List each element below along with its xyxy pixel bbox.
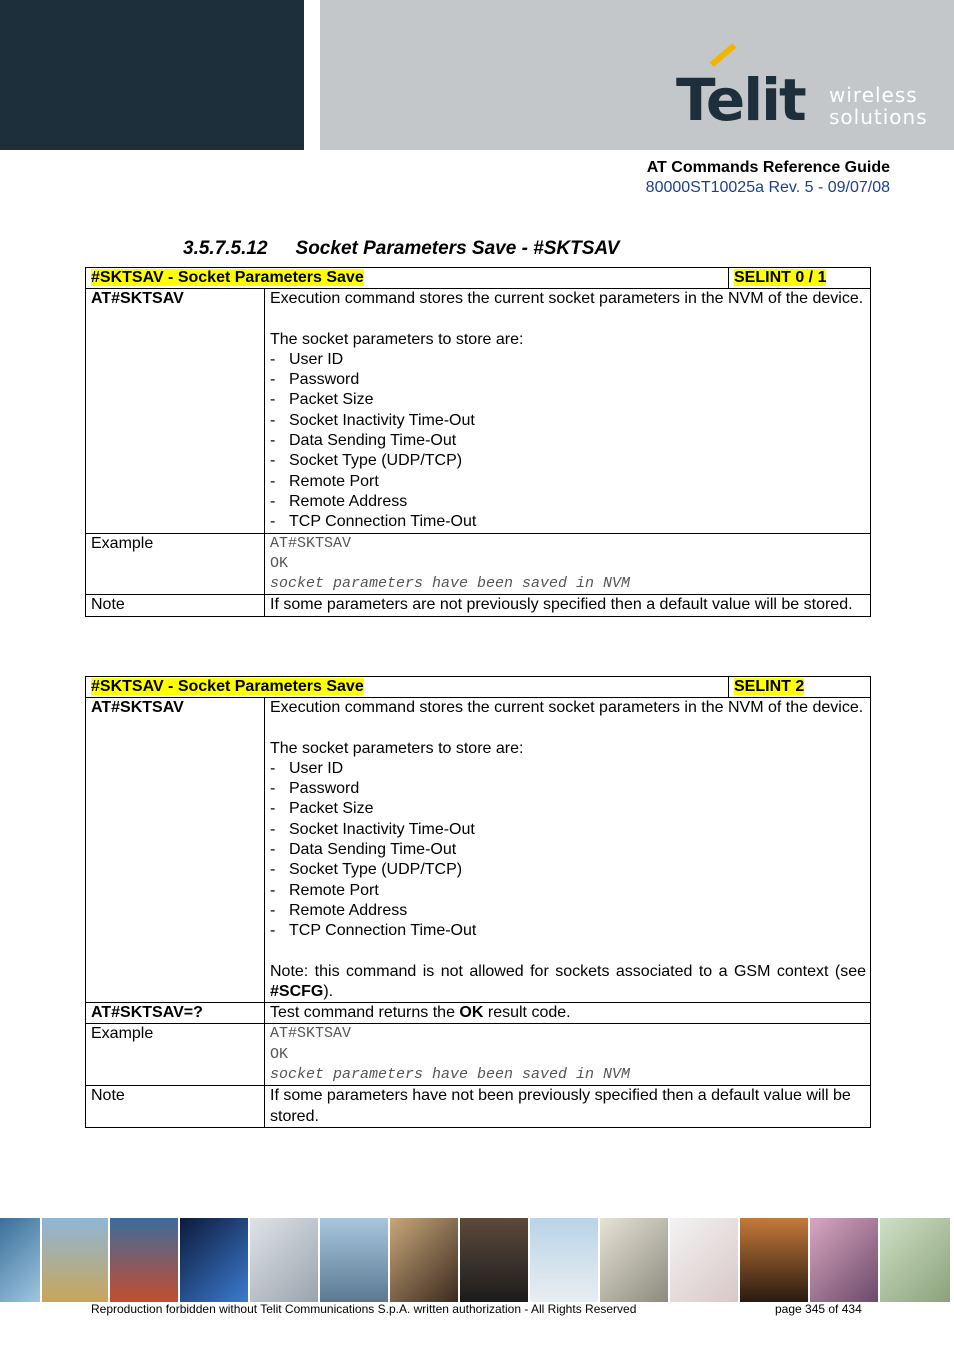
table-title: #SKTSAV - Socket Parameters Save bbox=[91, 678, 364, 695]
table-header-row bbox=[86, 677, 871, 698]
list-item: - Password bbox=[270, 780, 360, 798]
list-item: - Packet Size bbox=[270, 800, 374, 818]
footer-photo bbox=[670, 1218, 738, 1302]
example-label: Example bbox=[86, 533, 265, 595]
table-row bbox=[86, 595, 871, 616]
example-code: AT#SKTSAV OK socket parameters have been saved in NVM bbox=[265, 1024, 871, 1086]
list-item: - Remote Address bbox=[270, 901, 408, 919]
note-label: Note bbox=[86, 1086, 265, 1128]
param-list bbox=[270, 350, 866, 533]
command-description: Execution command stores the current socket parameters in the NVM of the device. The socket parameters to store are: - User ID - Password - Packet Size - Socket Inactivity Time-Out - Data Sending Time-Out - Socket Type (UDP/TCP) - Remote Port - Remote Address - TCP Connection Time-Out Note: this command is not allowed for sockets associated to a GSM context (see #SCFG). bbox=[265, 698, 871, 1003]
footer-photo bbox=[320, 1218, 388, 1302]
footer-photo bbox=[530, 1218, 598, 1302]
footer-photo bbox=[42, 1218, 108, 1302]
table-row bbox=[86, 1003, 871, 1024]
note-text: If some parameters are not previously specified then a default value will be stored. bbox=[265, 595, 871, 616]
footer-photo bbox=[460, 1218, 528, 1302]
list-item: - TCP Connection Time-Out bbox=[270, 922, 477, 940]
footer-photo bbox=[0, 1218, 40, 1302]
list-item: - Remote Port bbox=[270, 881, 379, 899]
footer-photo bbox=[390, 1218, 458, 1302]
table-header-row bbox=[86, 268, 871, 289]
footer-rights: Reproduction forbidden without Telit Communications S.p.A. written authorization - All Rights Reserved bbox=[91, 1302, 637, 1316]
table-title: #SKTSAV - Socket Parameters Save bbox=[91, 269, 364, 286]
list-item: - Socket Inactivity Time-Out bbox=[270, 820, 475, 838]
command-table-selint-2 bbox=[85, 676, 871, 1128]
list-item: - Socket Inactivity Time-Out bbox=[270, 411, 475, 429]
list-item: - Password bbox=[270, 371, 360, 389]
test-command-description: Test command returns the OK result code. bbox=[265, 1003, 871, 1024]
footer-photo bbox=[600, 1218, 668, 1302]
table-row bbox=[86, 1086, 871, 1128]
list-item: - Remote Address bbox=[270, 492, 408, 510]
note-label: Note bbox=[86, 595, 265, 616]
guide-revision: 80000ST10025a Rev. 5 - 09/07/08 bbox=[645, 179, 890, 196]
table-row bbox=[86, 289, 871, 533]
footer-photo bbox=[180, 1218, 248, 1302]
command-label: AT#SKTSAV bbox=[86, 289, 265, 533]
table-row bbox=[86, 698, 871, 1003]
header-dark-panel bbox=[0, 0, 304, 150]
list-item: - User ID bbox=[270, 759, 344, 777]
list-item: - Socket Type (UDP/TCP) bbox=[270, 452, 463, 470]
table-row bbox=[86, 1024, 871, 1086]
selint-badge: SELINT 0 / 1 bbox=[734, 269, 827, 286]
example-code: AT#SKTSAV OK socket parameters have been saved in NVM bbox=[265, 533, 871, 595]
footer-page-number: page 345 of 434 bbox=[775, 1302, 862, 1316]
test-command-label: AT#SKTSAV=? bbox=[86, 1003, 265, 1024]
param-list bbox=[270, 759, 866, 942]
gsm-context-note: Note: this command is not allowed for sockets associated to a GSM context (see #SCFG). bbox=[270, 962, 866, 1000]
footer-photo-strip bbox=[0, 1218, 954, 1302]
telit-logo bbox=[676, 48, 936, 138]
section-title: Socket Parameters Save - #SKTSAV bbox=[295, 238, 620, 259]
section-number: 3.5.7.5.12 bbox=[183, 238, 268, 259]
footer-photo bbox=[880, 1218, 950, 1302]
footer-photo bbox=[810, 1218, 878, 1302]
list-item: - Socket Type (UDP/TCP) bbox=[270, 861, 463, 879]
list-item: - Remote Port bbox=[270, 472, 379, 490]
list-item: - Data Sending Time-Out bbox=[270, 432, 457, 450]
table-row bbox=[86, 533, 871, 595]
logo-wordmark: Telit bbox=[676, 66, 805, 134]
list-item: - Packet Size bbox=[270, 391, 374, 409]
logo-tagline: wireless solutions bbox=[829, 83, 928, 129]
selint-badge: SELINT 2 bbox=[734, 678, 805, 695]
footer-photo bbox=[110, 1218, 178, 1302]
list-item: - Data Sending Time-Out bbox=[270, 841, 457, 859]
example-label: Example bbox=[86, 1024, 265, 1086]
footer-photo bbox=[250, 1218, 318, 1302]
footer-photo bbox=[740, 1218, 808, 1302]
guide-title: AT Commands Reference Guide bbox=[646, 159, 890, 176]
command-label: AT#SKTSAV bbox=[86, 698, 265, 1003]
list-item: - TCP Connection Time-Out bbox=[270, 513, 477, 531]
note-text: If some parameters have not been previously specified then a default value will be stored. bbox=[265, 1086, 871, 1128]
command-description: Execution command stores the current socket parameters in the NVM of the device. The socket parameters to store are: - User ID - Password - Packet Size - Socket Inactivity Time-Out - Data Sending Time-Out - Socket Type (UDP/TCP) - Remote Port - Remote Address - TCP Connection Time-Out bbox=[265, 289, 871, 533]
command-table-selint-0-1 bbox=[85, 267, 871, 617]
section-heading bbox=[183, 238, 619, 260]
list-item: - User ID bbox=[270, 350, 344, 368]
